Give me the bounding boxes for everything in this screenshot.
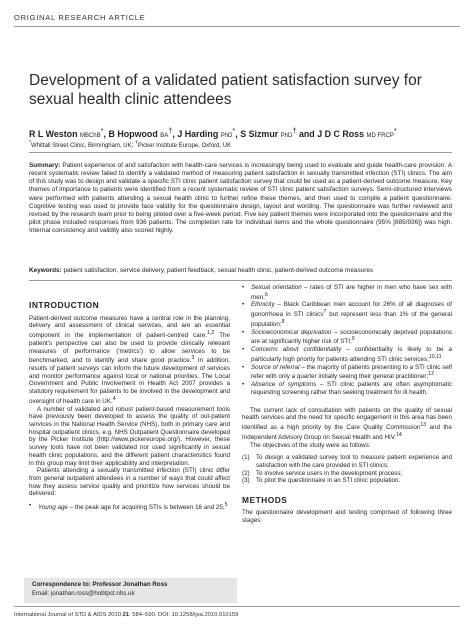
- author-degree: MBChB: [79, 132, 101, 139]
- objective-text: To design a validated survey tool to measure patient experience and satisfaction with the care provided in STI clinics;: [256, 454, 452, 469]
- objective-number: (3): [242, 477, 250, 485]
- bullet-text: – the peak age for acquiring STIs is between 16 and 25;: [67, 504, 225, 512]
- author-name: S Sizmur: [240, 128, 279, 139]
- objective-item: [242, 454, 452, 469]
- bullet-label: Socioeconomical deprivation: [251, 328, 332, 336]
- objective-item: [242, 477, 452, 485]
- citation: 12: [428, 371, 434, 378]
- footer-rule: [14, 606, 460, 607]
- body-paragraph: [242, 407, 452, 442]
- author-name: J D C Ross: [317, 128, 365, 139]
- journal-citation: [14, 612, 238, 618]
- bullet-item: [242, 284, 452, 301]
- para-text: The patient's perspective can also be used to provide clinically relevant measures of performance ('metrics') to allow services to be benchmarked, and to identify and share good practice.: [29, 332, 230, 365]
- objective-item: [242, 470, 452, 478]
- bullet-label: Concerns about confidentiality: [251, 346, 342, 354]
- authors-and: and: [298, 128, 315, 139]
- left-column: [29, 302, 230, 512]
- bullet-icon: •: [29, 502, 32, 510]
- bullet-item: [242, 381, 452, 396]
- bullet-label: Ethnicity: [251, 301, 275, 309]
- para-text: Patient-derived outcome measures have a central role in the planning, delivery and assessment of clinical services, and are an essential component in the implementation of patient-centred care.: [29, 314, 230, 340]
- intro-paragraph: Patients attending a sexually transmitted infection (STI) clinic differ from general outpatient attendees in a number of ways that could affect how they assess service quality and prioritize how services should be delivered:: [29, 467, 230, 498]
- citation: 7: [323, 309, 327, 316]
- bullet-label: Absence of symptoms: [251, 381, 317, 389]
- bullet-icon: •: [242, 284, 245, 291]
- citation: 8: [281, 318, 285, 325]
- section-heading-introduction: INTRODUCTION: [29, 300, 100, 310]
- bullet-item: [242, 346, 452, 363]
- bullet-icon: •: [242, 346, 245, 354]
- citation: 9: [351, 336, 355, 343]
- article-title: Development of a validated patient satisfaction survey for sexual health clinic attendees: [29, 72, 422, 108]
- affil-text: Whittall Street Clinic, Birmingham, UK;: [30, 143, 134, 149]
- citation: 10,11: [428, 353, 442, 360]
- bullet-text: but represent less than 1% of the general population;: [251, 311, 452, 329]
- citation: 14: [396, 431, 402, 438]
- author-affil-mark: *: [232, 126, 236, 135]
- keywords-block: [29, 267, 459, 274]
- bullet-icon: •: [242, 381, 245, 389]
- objective-number: (2): [242, 469, 250, 477]
- para-text: In addition, results of patient surveys can inform the future development of services and monitor performance against local or national priorities. The Local Government and Public Involvement in Health Act 2007 provides a statutory requirement for patients to be involved in the development and oversight of health care in UK.: [29, 357, 230, 405]
- bullet-label: Source of referral: [251, 363, 300, 371]
- section-label: ORIGINAL RESEARCH ARTICLE: [14, 13, 146, 22]
- author-affil-mark: †: [168, 126, 173, 135]
- summary-text: Patient experience of and satisfaction with health-care services is increasingly being used to evaluate and guide health-care provision. A recent systematic review failed to identify a validated method of measuring patient satisfaction in sexually transmitted infection (STI) clinics. The aim of this study was to design and validate a specific STI clinic patient satisfaction survey that could be used as a patient-derived outcome measure. Key themes of importance to patients were identified from a recent systematic review of STI clinic patient satisfaction surveys. Semi-structured interviews were performed with patients attending a sexual health clinic to further refine these themes, and then used to compile a patient questionnaire. Cognitive testing was used to provide face validity for the questionnaire design, layout and wording. The questionnaire was further reviewed and revised by the research team prior to being piloted over a five-week period. Five key patient themes were incorporated into the questionnaire and the pilot phase included responses from 936 patients. The completion rate for individual items and the whole questionnaire (95% [885/936]) was high. Internal consistency and validity also scored highly.: [29, 162, 453, 235]
- objective-text: To involve service users in the development process;: [256, 469, 403, 477]
- correspondence-email: Email: jonathan.ross@hobtpct.nhs.uk: [32, 589, 135, 597]
- bullet-text: – confidentiality is likely to be a particularly high priority for patients attending STI clinic services;: [251, 346, 453, 364]
- summary-bottom-rule: [29, 280, 452, 281]
- bullet-text: – STI clinic patients are often asymptomatic requesting screening rather than seeking treatment for ill health.: [251, 381, 453, 396]
- author-affil-mark: †: [292, 126, 297, 135]
- bullet-label: Young age: [38, 504, 68, 512]
- keywords-text: patient satisfaction, service delivery, patient feedback, sexual health clinic, patient-derived outcome measures: [63, 267, 374, 274]
- methods-paragraph: The questionnaire development and testing comprised of following three stages:: [242, 508, 452, 524]
- author-degree: PhD: [220, 132, 233, 139]
- citation: 4: [112, 395, 116, 402]
- right-column: [242, 284, 452, 524]
- correspondence-box: [24, 578, 237, 603]
- bullet-text: – Black Caribbean men account for 26% of all diagnoses of gonorrhoea in STI clinics: [251, 301, 452, 319]
- bullet-icon: •: [242, 363, 245, 371]
- para-text: and the Independent Advisory Group on Sexual Health and HIV.: [242, 424, 453, 441]
- summary-label: Summary:: [29, 162, 61, 169]
- citation: 13: [420, 422, 427, 429]
- author-name: J Harding: [177, 128, 219, 139]
- summary-top-rule: [29, 152, 452, 153]
- bullet-icon: •: [242, 301, 245, 309]
- bullet-label: Sexual orientation: [251, 284, 302, 291]
- journal-pages-doi: : 584–590. DOI: 10.1258/ijsa.2010.010159: [129, 612, 239, 618]
- journal-name: International Journal of STD & AIDS 2010;: [14, 612, 123, 618]
- author-name: B Hopwood: [108, 128, 158, 139]
- citation: 6: [264, 291, 268, 298]
- affil-mark: †: [135, 140, 138, 146]
- author-name: R L Weston: [29, 128, 78, 139]
- header-rule: [14, 26, 460, 27]
- objective-number: (1): [242, 454, 250, 462]
- citation: 5: [224, 502, 228, 509]
- affil-text: Picker Institute Europe, Oxford, UK: [137, 143, 232, 149]
- bullet-icon: •: [242, 328, 245, 336]
- intro-paragraph: A number of validated and robust patient-based measurement tools have previously been developed to assess the quality of out-patient services in the National Health Service (NHS), both in primary care and hospital outpatient clinics, e.g. NHS Outpatient Questionnaire developed by the Picker Institute (http://www.pickereurope.org/). However, these survey tools have not been validated nor used significantly in sexual health clinic populations, and the different patient characteristics found in this group may limit their applicability and interpretation.: [29, 405, 230, 467]
- author-affil-mark: *: [100, 126, 104, 135]
- objective-text: To pilot the questionnaire in an STI clinic population.: [256, 477, 401, 485]
- author-affil-mark: *: [393, 126, 397, 135]
- keywords-label: Keywords:: [29, 267, 62, 274]
- bullet-item: [29, 502, 230, 512]
- summary-block: [29, 162, 452, 235]
- affiliations: [29, 140, 231, 149]
- bullet-text: – rates of STI are higher in men who have sex with men;: [251, 284, 452, 301]
- bullet-item: [242, 301, 452, 328]
- author-degree: MD FRCP: [366, 132, 394, 139]
- bullet-item: [242, 364, 452, 381]
- author-degree: BA: [160, 132, 169, 139]
- intro-paragraph: [29, 315, 230, 406]
- body-paragraph: The objectives of the study were as follows:: [250, 441, 371, 449]
- citation: 1,2: [207, 330, 215, 337]
- correspondence-name: Correspondence to: Professor Jonathan Ross: [32, 581, 168, 588]
- citation: 3: [191, 355, 195, 362]
- affil-mark: *: [29, 140, 31, 146]
- author-degree: PhD: [280, 132, 293, 139]
- bullet-text: – the majority of patients presenting to a STI clinic self refer with only a quarter initially seeing their general practitioner;: [251, 363, 452, 381]
- author-list: R L Weston MBChB*, B Hopwood BA†, J Harding PhD*, S Sizmur PhD† and J D C Ross MD FRCP*: [29, 126, 397, 139]
- journal-volume: 21: [122, 612, 130, 618]
- bullet-item: [242, 329, 452, 346]
- section-heading-methods: METHODS: [242, 495, 288, 506]
- bullet-text: – socioeconomically deprived populations are at significantly higher risk of STI;: [251, 328, 452, 346]
- para-text: The current lack of consultation with patients on the quality of sexual health services and the need for specific engagement in this area has been identified as a high priority by the Care Quality Commission: [242, 406, 452, 432]
